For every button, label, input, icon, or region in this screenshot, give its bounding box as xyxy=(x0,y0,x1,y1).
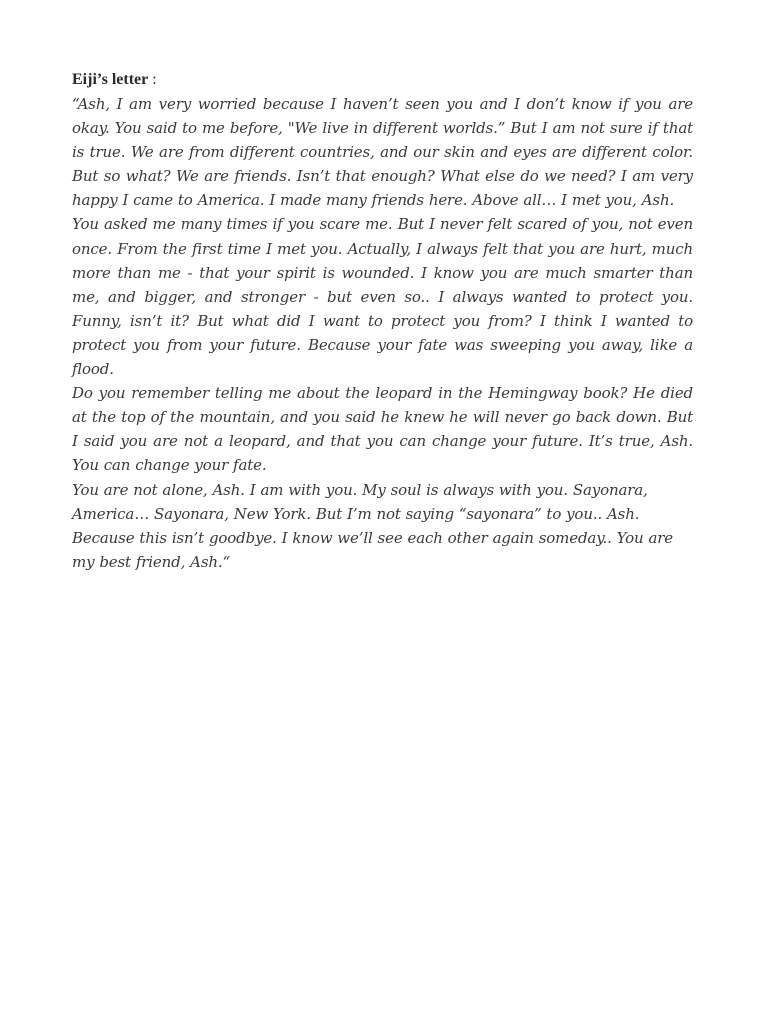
letter-body xyxy=(72,68,693,574)
letter-title-name: Eiji’s letter xyxy=(72,71,149,88)
letter-paragraph-4: You are not alone, Ash. I am with you. My soul is always with you. Sayonara, America… Sayonara, New York. But I’m not saying “sayonara” to you.. Ash. Because this isn’t goodbye. I know we’ll see each other again someday.. You are my best friend, Ash.“ xyxy=(72,480,673,571)
letter-title xyxy=(72,68,693,92)
letter-paragraph-3: Do you remember telling me about the leopard in the Hemingway book? He died at the top of the mountain, and you said he knew he will never go back down. But I said you are not a leopard, and that you can change your future. It’s true, Ash. You can change your fate. xyxy=(72,384,693,475)
letter-paragraph-1: “Ash, I am very worried because I haven’t seen you and I don’t know if you are okay. You said to me before, "We live in different worlds.” But I am not sure if that is true. We are from different countries, and our skin and eyes are different color. But so what? We are friends. Isn’t that enough? What else do we need? I am very happy I came to America. I made many friends here. Above all… I met you, Ash. xyxy=(72,95,693,210)
letter-title-colon: : xyxy=(148,71,157,88)
letter-paragraph-2: You asked me many times if you scare me. But I never felt scared of you, not even once. From the first time I met you. Actually, I always felt that you are hurt, much more than me - that your spirit is wounded. I know you are much smarter than me, and bigger, and stronger - but even so.. I always wanted to protect you. Funny, isn’t it? But what did I want to protect you from? I think I wanted to protect you from your future. Because your fate was sweeping you away, like a flood. xyxy=(72,215,693,379)
